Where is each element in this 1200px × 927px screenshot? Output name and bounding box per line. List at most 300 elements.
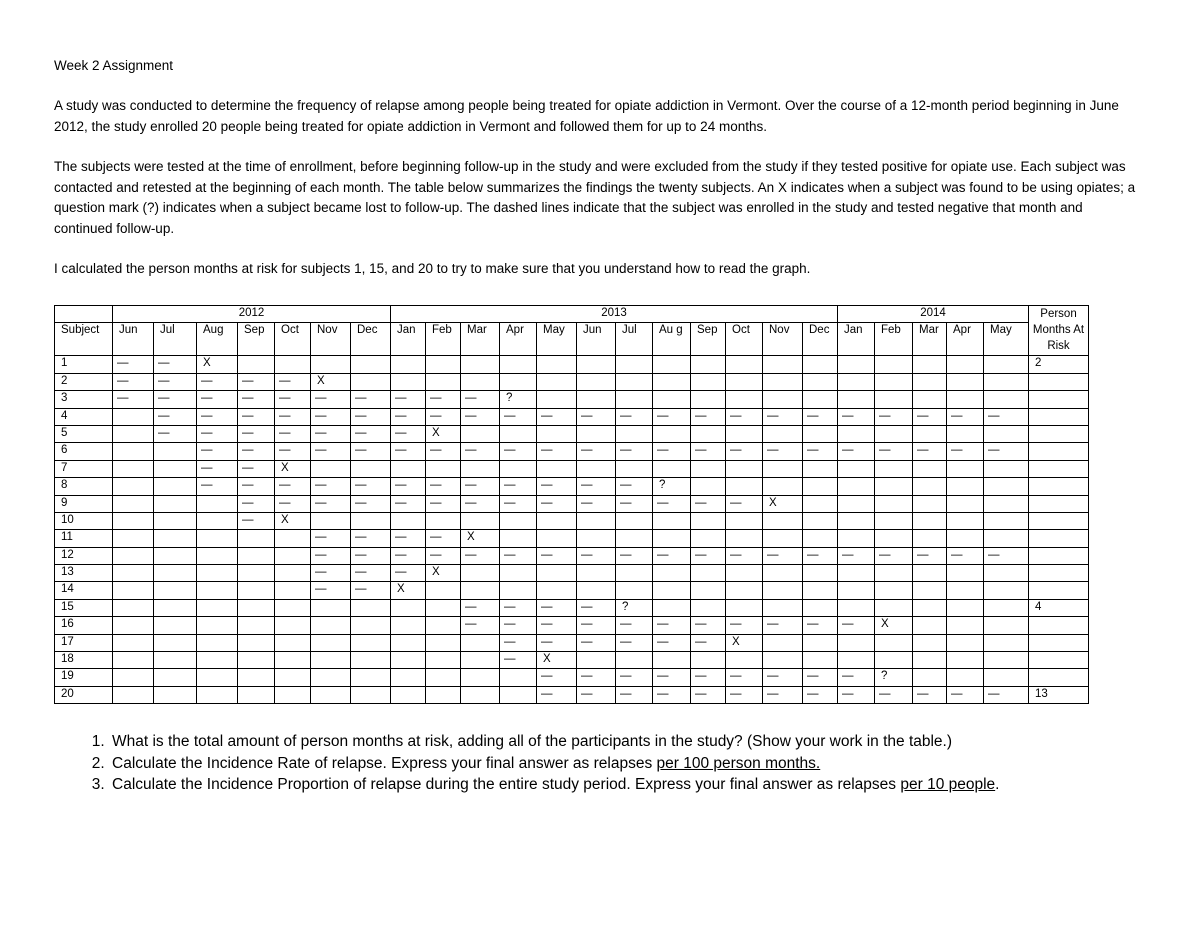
table-row: [55, 443, 1089, 460]
status-cell-empty: [351, 634, 391, 651]
status-cell-empty: [763, 478, 803, 495]
status-cell-empty: [113, 599, 154, 616]
status-cell-empty: [461, 652, 500, 669]
status-cell-empty: [275, 582, 311, 599]
status-cell-negative: —: [391, 408, 426, 425]
year-header-2014: 2014: [838, 306, 1029, 323]
status-cell-negative: —: [653, 547, 691, 564]
status-cell-empty: [763, 599, 803, 616]
status-cell-empty: [838, 425, 875, 442]
status-cell-empty: [875, 652, 913, 669]
status-cell-empty: [391, 599, 426, 616]
status-cell-empty: [984, 512, 1029, 529]
status-cell-negative: —: [426, 495, 461, 512]
status-cell-negative: —: [113, 391, 154, 408]
person-months-cell: [1029, 460, 1089, 477]
status-cell-empty: [391, 634, 426, 651]
month-header: Feb: [426, 323, 461, 356]
status-cell-negative: —: [984, 443, 1029, 460]
status-cell-negative: —: [947, 686, 984, 703]
status-cell-empty: [391, 460, 426, 477]
status-cell-negative: —: [577, 443, 616, 460]
table-row: [55, 582, 1089, 599]
year-header-2012: 2012: [113, 306, 391, 323]
status-cell-empty: [913, 634, 947, 651]
status-cell-empty: [113, 565, 154, 582]
question-text: Calculate the Incidence Rate of relapse. Express your final answer as relapses: [112, 754, 657, 772]
subject-id-cell: 6: [55, 443, 113, 460]
status-cell-empty: [391, 373, 426, 390]
person-months-cell: [1029, 443, 1089, 460]
status-cell-empty: [461, 460, 500, 477]
month-header: Apr: [500, 323, 537, 356]
status-cell-empty: [763, 425, 803, 442]
status-cell-empty: [984, 373, 1029, 390]
month-header: Au g: [653, 323, 691, 356]
status-cell-empty: [653, 652, 691, 669]
status-cell-empty: [875, 565, 913, 582]
subject-id-cell: 20: [55, 686, 113, 703]
status-cell-empty: [197, 634, 238, 651]
status-cell-negative: —: [311, 391, 351, 408]
status-cell-empty: [763, 460, 803, 477]
status-cell-empty: [426, 460, 461, 477]
status-cell-negative: —: [875, 547, 913, 564]
status-cell-empty: [691, 425, 726, 442]
status-cell-negative: —: [275, 391, 311, 408]
status-cell-negative: —: [577, 408, 616, 425]
table-row: [55, 686, 1089, 703]
month-header: Oct: [275, 323, 311, 356]
status-cell-empty: [947, 669, 984, 686]
status-cell-empty: [461, 356, 500, 373]
status-cell-empty: [913, 356, 947, 373]
status-cell-negative: —: [537, 686, 577, 703]
status-cell-empty: [803, 391, 838, 408]
status-cell-negative: —: [461, 599, 500, 616]
status-cell-empty: [113, 495, 154, 512]
status-cell-relapse: X: [763, 495, 803, 512]
question-text: Calculate the Incidence Proportion of relapse during the entire study period. Express your final answer as relapses: [112, 776, 901, 793]
status-cell-negative: —: [197, 460, 238, 477]
status-cell-negative: —: [947, 408, 984, 425]
status-cell-empty: [875, 530, 913, 547]
status-cell-empty: [947, 634, 984, 651]
status-cell-empty: [351, 460, 391, 477]
status-cell-negative: —: [391, 425, 426, 442]
status-cell-empty: [351, 669, 391, 686]
status-cell-empty: [426, 599, 461, 616]
status-cell-empty: [113, 652, 154, 669]
status-cell-empty: [154, 582, 197, 599]
status-cell-negative: —: [691, 686, 726, 703]
status-cell-empty: [984, 582, 1029, 599]
question-underlined-unit: per 10 people: [900, 776, 996, 793]
status-cell-empty: [763, 373, 803, 390]
person-months-cell: [1029, 373, 1089, 390]
status-cell-empty: [537, 460, 577, 477]
status-cell-empty: [113, 530, 154, 547]
document-title: Week 2 Assignment: [54, 58, 174, 73]
status-cell-negative: —: [461, 547, 500, 564]
status-cell-negative: —: [461, 495, 500, 512]
status-cell-empty: [947, 652, 984, 669]
status-cell-empty: [616, 530, 653, 547]
status-cell-empty: [311, 686, 351, 703]
status-cell-negative: —: [763, 408, 803, 425]
status-cell-empty: [838, 373, 875, 390]
status-cell-negative: —: [691, 443, 726, 460]
status-cell-empty: [984, 669, 1029, 686]
status-cell-negative: —: [311, 425, 351, 442]
status-cell-relapse: X: [275, 512, 311, 529]
month-header: Jan: [838, 323, 875, 356]
status-cell-empty: [726, 512, 763, 529]
status-cell-negative: —: [537, 634, 577, 651]
instruction-paragraph: I calculated the person months at risk for subjects 1, 15, and 20 to try to make sure that you understand how to read the graph.: [54, 261, 811, 276]
status-cell-negative: —: [803, 443, 838, 460]
status-cell-empty: [275, 634, 311, 651]
status-cell-negative: —: [875, 686, 913, 703]
status-cell-negative: —: [113, 373, 154, 390]
question-underlined-unit: per 100 person months.: [656, 754, 821, 772]
status-cell-negative: —: [238, 512, 275, 529]
status-cell-negative: —: [154, 391, 197, 408]
status-cell-empty: [726, 530, 763, 547]
status-cell-empty: [275, 686, 311, 703]
status-cell-empty: [691, 460, 726, 477]
status-cell-empty: [275, 356, 311, 373]
status-cell-negative: —: [537, 617, 577, 634]
status-cell-empty: [537, 373, 577, 390]
status-cell-empty: [275, 652, 311, 669]
status-cell-empty: [577, 565, 616, 582]
status-cell-negative: —: [537, 408, 577, 425]
person-months-cell: [1029, 512, 1089, 529]
person-months-header: Person Months At Risk: [1029, 306, 1089, 356]
status-cell-empty: [838, 599, 875, 616]
status-cell-negative: —: [311, 478, 351, 495]
status-cell-empty: [311, 634, 351, 651]
table-row: [55, 599, 1089, 616]
status-cell-empty: [391, 512, 426, 529]
status-cell-negative: —: [351, 391, 391, 408]
status-cell-negative: —: [238, 408, 275, 425]
status-cell-empty: [616, 391, 653, 408]
status-cell-negative: —: [311, 408, 351, 425]
status-cell-empty: [500, 530, 537, 547]
status-cell-empty: [577, 425, 616, 442]
status-cell-negative: —: [426, 391, 461, 408]
status-cell-empty: [984, 634, 1029, 651]
status-cell-empty: [984, 356, 1029, 373]
status-cell-negative: —: [461, 443, 500, 460]
status-cell-negative: —: [875, 443, 913, 460]
subject-id-cell: 16: [55, 617, 113, 634]
status-cell-negative: —: [311, 547, 351, 564]
year-header-2013: 2013: [391, 306, 838, 323]
status-cell-negative: —: [238, 443, 275, 460]
status-cell-negative: —: [197, 478, 238, 495]
status-cell-negative: —: [391, 530, 426, 547]
status-cell-empty: [113, 669, 154, 686]
status-cell-negative: —: [500, 599, 537, 616]
person-months-cell: [1029, 391, 1089, 408]
status-cell-negative: —: [616, 617, 653, 634]
question-item: [109, 753, 999, 775]
status-cell-empty: [913, 512, 947, 529]
table-row: [55, 652, 1089, 669]
status-cell-empty: [616, 356, 653, 373]
status-cell-empty: [500, 460, 537, 477]
person-months-cell: 2: [1029, 356, 1089, 373]
status-cell-empty: [391, 617, 426, 634]
status-cell-negative: —: [616, 686, 653, 703]
status-cell-empty: [238, 356, 275, 373]
status-cell-negative: —: [238, 391, 275, 408]
person-months-cell: [1029, 530, 1089, 547]
status-cell-empty: [238, 617, 275, 634]
status-cell-empty: [875, 356, 913, 373]
status-cell-negative: —: [763, 686, 803, 703]
status-cell-lost: ?: [875, 669, 913, 686]
status-cell-empty: [875, 599, 913, 616]
status-cell-relapse: X: [311, 373, 351, 390]
status-cell-empty: [500, 356, 537, 373]
status-cell-empty: [913, 599, 947, 616]
corner-cell: [55, 306, 113, 323]
status-cell-negative: —: [913, 443, 947, 460]
status-cell-empty: [461, 373, 500, 390]
month-header: Jan: [391, 323, 426, 356]
status-cell-negative: —: [838, 686, 875, 703]
status-cell-empty: [461, 512, 500, 529]
status-cell-empty: [803, 582, 838, 599]
status-cell-empty: [726, 460, 763, 477]
status-cell-empty: [197, 599, 238, 616]
status-cell-empty: [803, 373, 838, 390]
status-cell-empty: [803, 425, 838, 442]
status-cell-empty: [691, 478, 726, 495]
status-cell-empty: [803, 530, 838, 547]
year-header-row: [55, 306, 1089, 323]
status-cell-negative: —: [726, 617, 763, 634]
status-cell-empty: [238, 565, 275, 582]
status-cell-empty: [947, 530, 984, 547]
status-cell-negative: —: [726, 408, 763, 425]
status-cell-empty: [803, 460, 838, 477]
status-cell-empty: [947, 356, 984, 373]
status-cell-negative: —: [691, 634, 726, 651]
status-cell-empty: [913, 391, 947, 408]
status-cell-empty: [763, 512, 803, 529]
status-cell-negative: —: [461, 617, 500, 634]
status-cell-empty: [913, 460, 947, 477]
status-cell-empty: [426, 669, 461, 686]
status-cell-empty: [803, 599, 838, 616]
status-cell-empty: [838, 478, 875, 495]
status-cell-negative: —: [311, 443, 351, 460]
status-cell-negative: —: [391, 443, 426, 460]
status-cell-empty: [426, 582, 461, 599]
status-cell-negative: —: [238, 373, 275, 390]
status-cell-empty: [500, 565, 537, 582]
status-cell-negative: —: [426, 547, 461, 564]
status-cell-negative: —: [984, 547, 1029, 564]
status-cell-empty: [238, 634, 275, 651]
status-cell-empty: [537, 356, 577, 373]
status-cell-negative: —: [311, 530, 351, 547]
status-cell-negative: —: [461, 408, 500, 425]
status-cell-empty: [311, 460, 351, 477]
status-cell-empty: [803, 634, 838, 651]
table-row: [55, 634, 1089, 651]
status-cell-empty: [913, 495, 947, 512]
status-cell-empty: [311, 512, 351, 529]
status-cell-empty: [577, 512, 616, 529]
status-cell-empty: [763, 356, 803, 373]
status-cell-negative: —: [500, 408, 537, 425]
status-cell-negative: —: [275, 425, 311, 442]
status-cell-negative: —: [763, 669, 803, 686]
subject-id-cell: 11: [55, 530, 113, 547]
status-cell-empty: [984, 391, 1029, 408]
status-cell-negative: —: [275, 373, 311, 390]
table-row: [55, 391, 1089, 408]
status-cell-empty: [238, 686, 275, 703]
status-cell-negative: —: [154, 373, 197, 390]
subject-id-cell: 12: [55, 547, 113, 564]
status-cell-empty: [391, 669, 426, 686]
status-cell-negative: —: [691, 408, 726, 425]
status-cell-negative: —: [913, 686, 947, 703]
status-cell-empty: [197, 512, 238, 529]
status-cell-negative: —: [577, 617, 616, 634]
status-cell-negative: —: [726, 443, 763, 460]
status-cell-empty: [947, 565, 984, 582]
status-cell-empty: [803, 478, 838, 495]
status-cell-empty: [154, 617, 197, 634]
status-cell-empty: [351, 373, 391, 390]
status-cell-negative: —: [500, 478, 537, 495]
status-cell-negative: —: [691, 495, 726, 512]
person-months-cell: [1029, 634, 1089, 651]
status-cell-negative: —: [984, 408, 1029, 425]
status-cell-empty: [913, 478, 947, 495]
status-cell-empty: [913, 652, 947, 669]
status-cell-empty: [113, 582, 154, 599]
status-cell-negative: —: [653, 634, 691, 651]
status-cell-empty: [653, 373, 691, 390]
table-row: [55, 356, 1089, 373]
status-cell-empty: [803, 565, 838, 582]
status-cell-empty: [351, 512, 391, 529]
status-cell-empty: [197, 686, 238, 703]
status-cell-negative: —: [197, 443, 238, 460]
status-cell-relapse: X: [537, 652, 577, 669]
status-cell-empty: [311, 617, 351, 634]
person-months-cell: [1029, 495, 1089, 512]
status-cell-empty: [913, 373, 947, 390]
status-cell-empty: [763, 391, 803, 408]
subject-id-cell: 5: [55, 425, 113, 442]
status-cell-empty: [875, 478, 913, 495]
question-item: [109, 774, 999, 796]
status-cell-empty: [426, 617, 461, 634]
status-cell-empty: [154, 547, 197, 564]
status-cell-negative: —: [763, 617, 803, 634]
person-months-cell: [1029, 547, 1089, 564]
month-header: May: [984, 323, 1029, 356]
status-cell-relapse: X: [391, 582, 426, 599]
month-header: Jul: [616, 323, 653, 356]
status-cell-negative: —: [537, 443, 577, 460]
status-cell-empty: [984, 652, 1029, 669]
status-cell-empty: [197, 530, 238, 547]
status-cell-lost: ?: [616, 599, 653, 616]
status-cell-empty: [616, 512, 653, 529]
status-cell-negative: —: [653, 617, 691, 634]
status-cell-empty: [984, 495, 1029, 512]
status-cell-empty: [197, 669, 238, 686]
status-cell-empty: [391, 686, 426, 703]
status-cell-empty: [913, 617, 947, 634]
status-cell-empty: [197, 582, 238, 599]
status-cell-negative: —: [838, 669, 875, 686]
month-header-row: [55, 323, 1089, 356]
status-cell-empty: [537, 425, 577, 442]
status-cell-negative: —: [653, 408, 691, 425]
status-cell-empty: [838, 460, 875, 477]
table-row: [55, 669, 1089, 686]
table-row: [55, 495, 1089, 512]
method-paragraph: The subjects were tested at the time of enrollment, before beginning follow-up in the study and were excluded from the study if they tested positive for opiate use. Each subject was contacted and retested at the beginning of each month. The table below summarizes the findings the twenty subjects. An X indicates when a subject was found to be using opiates; a question mark (?) indicates when a subject became lost to follow-up. The dashed lines indicate that the subject was enrolled in the study and tested negative that month and continued follow-up.: [54, 159, 1136, 236]
status-cell-empty: [653, 391, 691, 408]
person-months-cell: [1029, 582, 1089, 599]
status-cell-empty: [653, 582, 691, 599]
status-cell-negative: —: [577, 478, 616, 495]
status-cell-empty: [838, 512, 875, 529]
status-cell-empty: [726, 356, 763, 373]
status-cell-empty: [113, 547, 154, 564]
status-cell-empty: [691, 391, 726, 408]
status-cell-empty: [838, 634, 875, 651]
status-cell-empty: [726, 391, 763, 408]
status-cell-negative: —: [653, 443, 691, 460]
status-cell-empty: [875, 582, 913, 599]
status-cell-negative: —: [726, 686, 763, 703]
status-cell-negative: —: [577, 495, 616, 512]
status-cell-empty: [154, 686, 197, 703]
status-cell-empty: [311, 652, 351, 669]
status-cell-empty: [500, 425, 537, 442]
status-cell-empty: [154, 478, 197, 495]
month-header: Nov: [763, 323, 803, 356]
status-cell-empty: [154, 443, 197, 460]
status-cell-relapse: X: [461, 530, 500, 547]
status-cell-negative: —: [500, 617, 537, 634]
status-cell-empty: [500, 686, 537, 703]
status-cell-empty: [238, 652, 275, 669]
subject-id-cell: 17: [55, 634, 113, 651]
month-header: Aug: [197, 323, 238, 356]
status-cell-empty: [691, 373, 726, 390]
status-cell-empty: [803, 356, 838, 373]
status-cell-empty: [154, 669, 197, 686]
status-cell-negative: —: [537, 599, 577, 616]
status-cell-negative: —: [947, 443, 984, 460]
status-cell-negative: —: [838, 408, 875, 425]
